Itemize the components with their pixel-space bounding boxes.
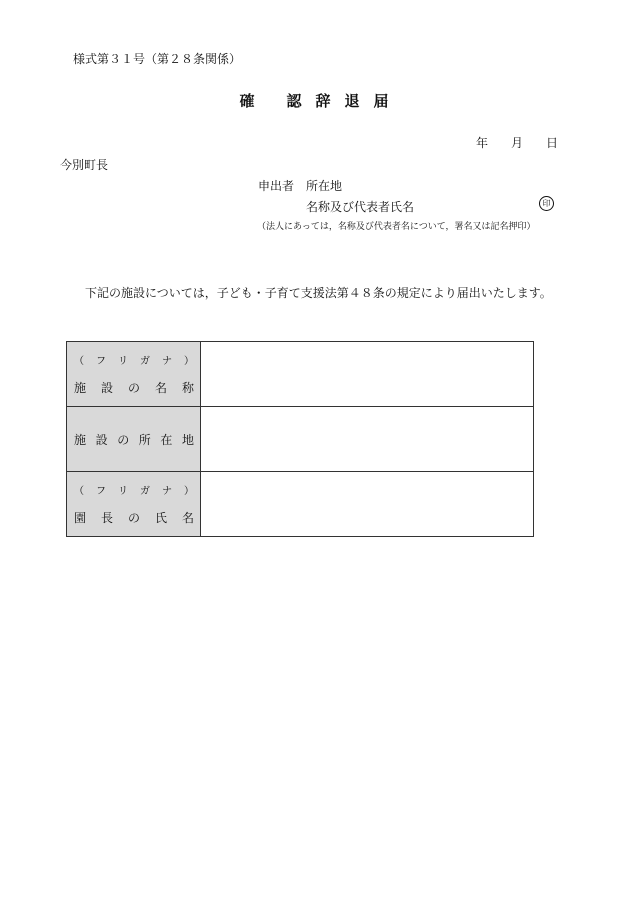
- label-char: 園: [74, 511, 87, 525]
- label-char: の: [127, 381, 140, 395]
- furigana-label: [67, 352, 200, 367]
- label-char: 名: [154, 381, 167, 395]
- kana-char: ナ: [162, 486, 172, 497]
- facility-address-field[interactable]: [201, 407, 534, 472]
- date-month-label: 月: [511, 136, 524, 150]
- label-char: 設: [95, 432, 108, 447]
- title-char: 認: [286, 92, 304, 110]
- facility-name-label-cell: [67, 342, 201, 407]
- director-name-label: [67, 509, 200, 526]
- kana-char: ）: [184, 486, 194, 497]
- label-char: 設: [100, 381, 113, 395]
- label-char: 名: [181, 511, 194, 525]
- title-char: 辞: [315, 92, 333, 110]
- facility-address-label-cell: [67, 407, 201, 472]
- title-char: 届: [373, 92, 391, 110]
- kana-char: フ: [96, 486, 106, 497]
- address-label: 所在地: [306, 179, 343, 193]
- label-char: 称: [181, 381, 194, 395]
- label-char: 施: [74, 432, 87, 447]
- facility-address-label: [67, 431, 200, 448]
- label-char: 地: [181, 432, 194, 447]
- date-year-label: 年: [476, 136, 489, 150]
- kana-char: リ: [118, 486, 128, 497]
- kana-char: ガ: [140, 486, 150, 497]
- date-day-label: 日: [546, 136, 559, 150]
- kana-char: フ: [96, 356, 106, 367]
- furigana-label: [67, 482, 200, 497]
- kana-char: （: [74, 486, 84, 497]
- document-title: [0, 90, 630, 111]
- table-row: [67, 472, 534, 537]
- label-char: の: [117, 432, 130, 447]
- label-char: の: [127, 511, 140, 525]
- applicant-label: 申出者: [258, 179, 295, 193]
- table-row: [67, 342, 534, 407]
- kana-char: ナ: [162, 356, 172, 367]
- title-char: 退: [344, 92, 362, 110]
- table-row: [67, 407, 534, 472]
- representative-name-label: 名称及び代表者氏名: [306, 200, 415, 214]
- kana-char: ガ: [140, 356, 150, 367]
- seal-mark: 印: [539, 196, 554, 211]
- addressee: 今別町長: [60, 158, 109, 172]
- title-char: 確: [239, 92, 257, 110]
- label-char: 長: [100, 511, 113, 525]
- body-text: 下記の施設については，子ども・子育て支援法第４８条の規定により届出いたします。: [85, 286, 552, 300]
- label-char: 在: [160, 432, 173, 447]
- kana-char: ）: [184, 356, 194, 367]
- director-name-field[interactable]: [201, 472, 534, 537]
- director-name-label-cell: [67, 472, 201, 537]
- label-char: 氏: [154, 511, 167, 525]
- facility-info-table: [66, 341, 534, 537]
- label-char: 所: [138, 432, 151, 447]
- facility-name-field[interactable]: [201, 342, 534, 407]
- facility-name-label: [67, 379, 200, 396]
- label-char: 施: [74, 381, 87, 395]
- kana-char: （: [74, 356, 84, 367]
- form-number: 様式第３１号（第２８条関係）: [73, 52, 242, 66]
- signature-note: （法人にあっては，名称及び代表者名について，署名又は記名押印）: [257, 222, 536, 232]
- kana-char: リ: [118, 356, 128, 367]
